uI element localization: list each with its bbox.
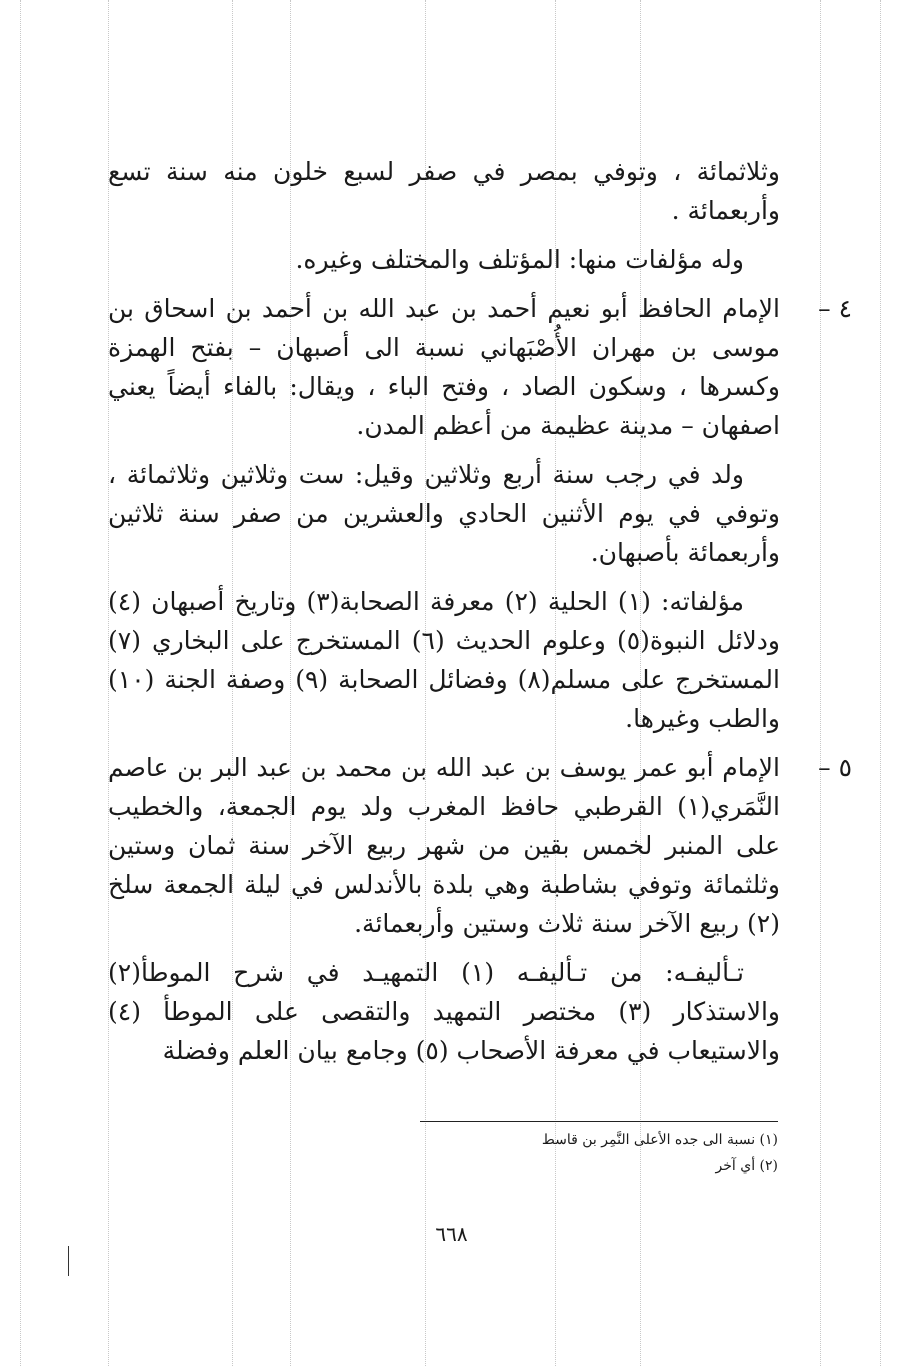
entry-4 — [108, 289, 852, 445]
paragraph: وثلاثمائة ، وتوفي بمصر في صفر لسبع خلون منه سنة تسع وأربعمائة . — [108, 157, 780, 225]
page-body — [108, 152, 852, 1080]
entry-text: الإمام الحافظ أبو نعيم أحمد بن عبد الله بن أحمد بن اسحاق بن موسى بن مهران الأُصْبَهاني نسبة الى أصبهان – بفتح الهمزة وكسرها ، وسكون الصاد ، وفتح الباء ، ويقال: بالفاء أيضاً يعني اصفهان – مدينة عظيمة من أعظم المدن. — [108, 294, 780, 440]
entry-text: الإمام أبو عمر يوسف بن عبد الله بن محمد بن عبد البر بن عاصم النَّمَري(١) القرطبي حافظ المغرب ولد يوم الجمعة، والخطيب على المنبر لخمس بقين من شهر ربيع الآخر سنة ثمان وستين وثلثمائة وتوفي بشاطبة وهي بلدة بالأندلس في ليلة الجمعة سلخ (٢) ربيع الآخر سنة ثلاث وستين وأربعمائة. — [108, 753, 780, 938]
page-number: ٦٦٨ — [435, 1222, 468, 1246]
scan-guide-line — [880, 0, 881, 1366]
paragraph: مؤلفاته: (١) الحلية (٢) معرفة الصحابة(٣) وتاريخ أصبهان (٤) ودلائل النبوة(٥) وعلوم الحديث (٦) المستخرج على البخاري (٧) المستخرج على مسلم(٨) وفضائل الصحابة (٩) وصفة الجنة (١٠) والطب وغيرها. — [108, 587, 780, 733]
paragraph: وله مؤلفات منها: المؤتلف والمختلف وغيره. — [295, 245, 744, 274]
entry-5 — [108, 748, 852, 943]
footnote: (١) نسبة الى جده الأعلى النَّمِر بن قاسط — [541, 1132, 778, 1148]
entry-number: ٤ – — [818, 294, 852, 323]
margin-mark — [68, 1246, 69, 1276]
footnote: (٢) أي آخر — [715, 1158, 778, 1174]
entry-number: ٥ – — [818, 753, 852, 782]
scan-guide-line — [20, 0, 21, 1366]
paragraph: ولد في رجب سنة أربع وثلاثين وقيل: ست وثلاثين وثلاثمائة ، وتوفي في يوم الأثنين الحادي والعشرين من صفر سنة ثلاثين وأربعمائة بأصبهان. — [108, 460, 780, 567]
footnote-divider — [420, 1121, 778, 1122]
paragraph: تـأليفـه: من تـأليفـه (١) التمهيـد في شرح الموطأ(٢) والاستذكار (٣) مختصر التمهيد والتقصى على الموطأ (٤) والاستيعاب في معرفة الأصحاب (٥) وجامع بيان العلم وفضلة — [108, 958, 780, 1065]
footnotes — [420, 1127, 778, 1179]
scan-guide-line — [820, 0, 821, 1366]
